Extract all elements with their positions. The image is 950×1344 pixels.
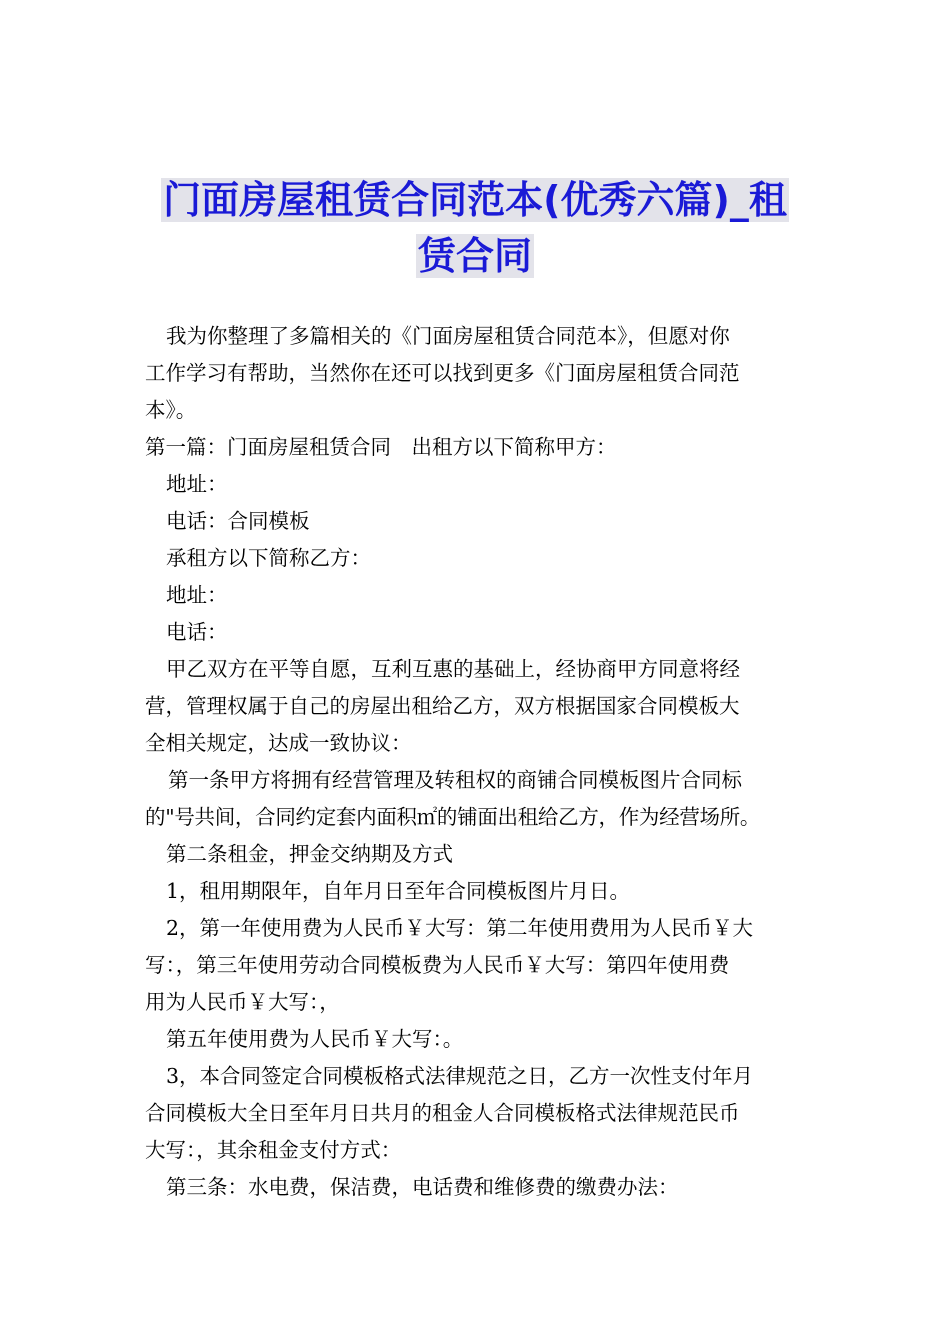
text-line: 3，本合同签定合同模板格式法律规范之日，乙方一次性支付年月 <box>166 1064 754 1088</box>
document-title <box>140 172 810 284</box>
text-line: 甲乙双方在平等自愿，互利互惠的基础上，经协商甲方同意将经 <box>166 657 740 681</box>
paragraph-intro <box>145 318 813 429</box>
paragraph-article-1 <box>145 762 813 836</box>
article-2-item-3 <box>145 1058 813 1169</box>
article-2-year-5: 第五年使用费为人民币￥大写：。 <box>166 1027 464 1051</box>
section-heading-1: 第一篇：门面房屋租赁合同 出租方以下简称甲方： <box>145 435 617 459</box>
text-line: 营，管理权属于自己的房屋出租给乙方，双方根据国家合同模板大 <box>145 694 740 718</box>
document-body <box>145 318 813 1206</box>
article-2-heading: 第二条租金，押金交纳期及方式 <box>166 842 453 866</box>
text-line: 大写：，其余租金支付方式： <box>145 1138 402 1162</box>
text-line: 写：，第三年使用劳动合同模板费为人民币￥大写：第四年使用费 <box>145 953 730 977</box>
article-2-item-2 <box>145 910 813 1021</box>
lessor-phone-label: 电话：合同模板 <box>166 509 310 533</box>
lessee-address-label: 地址： <box>166 583 228 607</box>
article-2-item-1: 1，租用期限年，自年月日至年合同模板图片月日。 <box>166 879 631 903</box>
text-line: 第一条甲方将拥有经营管理及转租权的商铺合同模板图片合同标 <box>168 768 742 792</box>
title-line-1: 门面房屋租赁合同范本(优秀六篇)_租 <box>163 178 787 222</box>
text-line: 的"号共间，合同约定套内面积㎡的铺面出租给乙方，作为经营场所。 <box>145 805 761 829</box>
lessor-address-label: 地址： <box>166 472 228 496</box>
article-3-heading: 第三条：水电费，保洁费，电话费和维修费的缴费办法： <box>166 1175 679 1199</box>
text-line: 本》。 <box>145 398 197 422</box>
text-line: 用为人民币￥大写：， <box>145 990 340 1014</box>
text-line: 我为你整理了多篇相关的《门面房屋租赁合同范本》，但愿对你 <box>166 324 730 348</box>
paragraph-agreement <box>145 651 813 762</box>
text-line: 全相关规定，达成一致协议： <box>145 731 412 755</box>
text-line: 工作学习有帮助，当然你在还可以找到更多《门面房屋租赁合同范 <box>145 361 740 385</box>
lessee-label: 承租方以下简称乙方： <box>166 546 371 570</box>
text-line: 合同模板大全日至年月日共月的租金人合同模板格式法律规范民币 <box>145 1101 740 1125</box>
text-line: 2，第一年使用费为人民币￥大写：第二年使用费用为人民币￥大 <box>166 916 754 940</box>
lessee-phone-label: 电话： <box>166 620 228 644</box>
title-line-2: 赁合同 <box>417 234 532 278</box>
